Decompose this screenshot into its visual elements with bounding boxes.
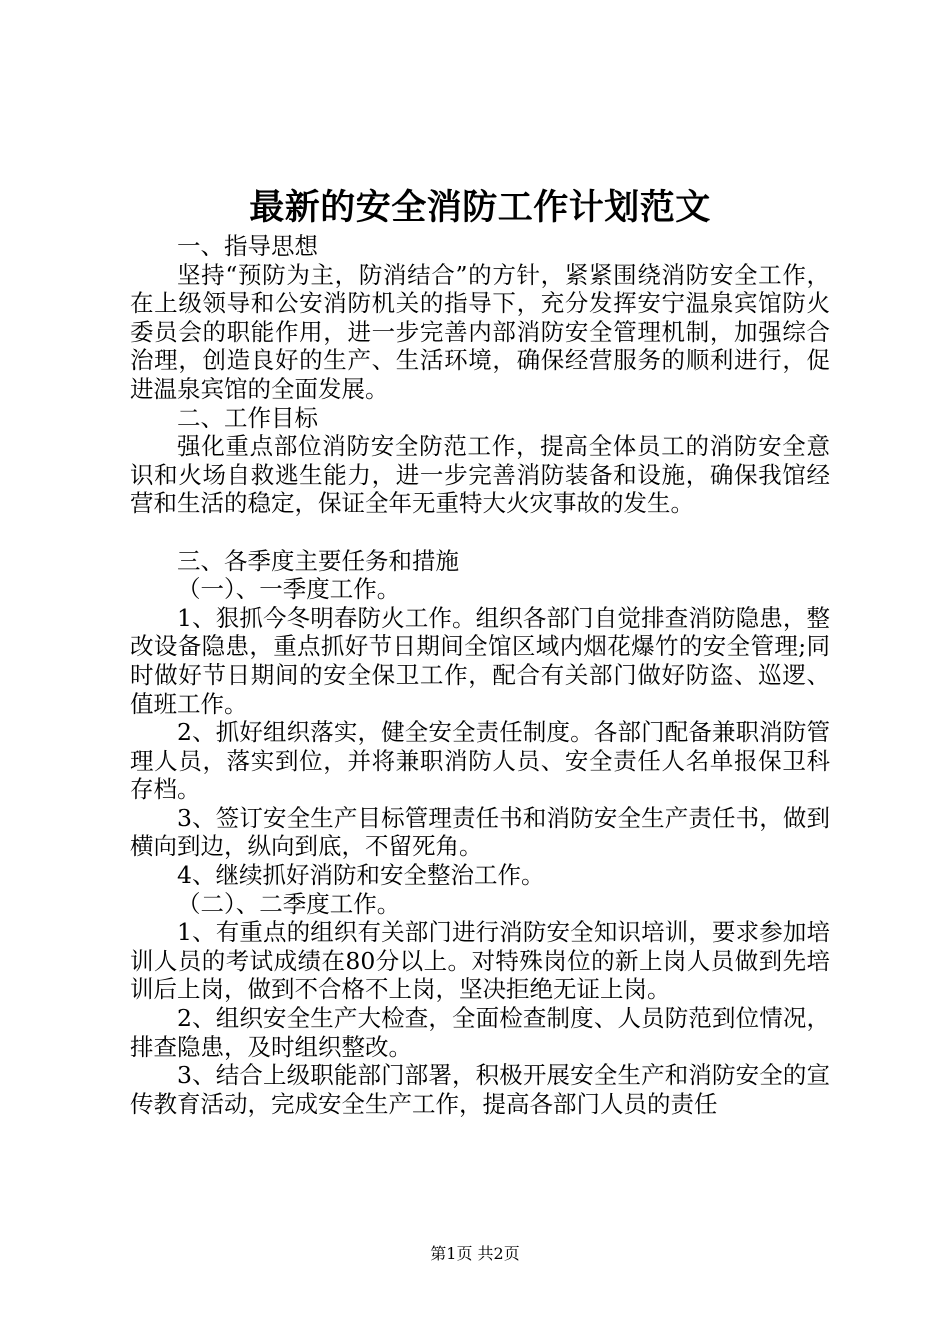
paragraph-q1-item-3: 3、签订安全生产目标管理责任书和消防安全生产责任书，做到横向到边，纵向到底，不留死角。 [130,803,830,861]
subheading-q1: （一）、一季度工作。 [177,575,401,604]
page-number-footer: 第1页 共2页 [430,1244,520,1263]
paragraph-guiding-ideology: 坚持“预防为主，防消结合”的方针，紧紧围绕消防安全工作，在上级领导和公安消防机关的指导下，充分发挥安宁温泉宾馆防火委员会的职能作用，进一步完善内部消防安全管理机制，加强综合治理，创造良好的生产、生活环境，确保经营服务的顺利进行，促进温泉宾馆的全面发展。 [130,260,830,403]
paragraph-q2-item-3: 3、结合上级职能部门部署，积极开展安全生产和消防安全的宣传教育活动，完成安全生产工作，提高各部门人员的责任 [130,1061,830,1118]
heading-guiding-ideology: 一、指导思想 [177,232,318,260]
heading-quarterly-tasks: 三、各季度主要任务和措施 [177,546,459,575]
paragraph-q1-item-2: 2、抓好组织落实，健全安全责任制度。各部门配备兼职消防管理人员，落实到位，并将兼职消防人员、安全责任人名单报保卫科存档。 [130,718,830,804]
paragraph-q2-item-2: 2、组织安全生产大检查，全面检查制度、人员防范到位情况，排查隐患，及时组织整改。 [130,1004,830,1061]
blank-line [130,518,830,547]
paragraph-q1-item-4: 4、继续抓好消防和安全整治工作。 [177,861,545,890]
heading-work-goals: 二、工作目标 [177,403,318,432]
subheading-q2: （二）、二季度工作。 [177,889,401,918]
paragraph-q1-item-1: 1、狠抓今冬明春防火工作。组织各部门自觉排查消防隐患，整改设备隐患，重点抓好节日期间全馆区域内烟花爆竹的安全管理;同时做好节日期间的安全保卫工作，配合有关部门做好防盗、巡逻、值班工作。 [130,603,830,718]
document-page [130,184,830,1118]
paragraph-work-goals: 强化重点部位消防安全防范工作，提高全体员工的消防安全意识和火场自救逃生能力，进一步完善消防装备和设施，确保我馆经营和生活的稳定，保证全年无重特大火灾事故的发生。 [130,432,830,518]
paragraph-q2-item-1: 1、有重点的组织有关部门进行消防安全知识培训，要求参加培训人员的考试成绩在80分以上。对特殊岗位的新上岗人员做到先培训后上岗，做到不合格不上岗，坚决拒绝无证上岗。 [130,918,830,1004]
document-title: 最新的安全消防工作计划范文 [249,187,711,228]
